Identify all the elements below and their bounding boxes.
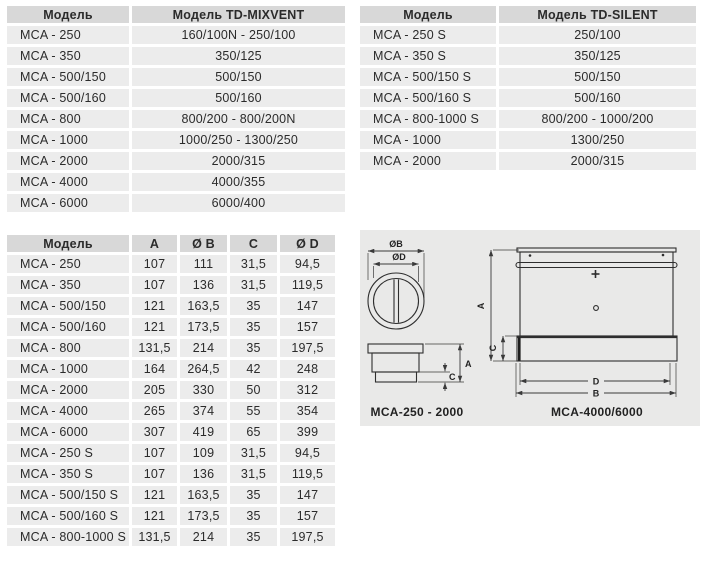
model-cell: MCA - 500/160 S <box>7 507 129 525</box>
caption-round-unit: MCA-250 - 2000 <box>370 405 464 419</box>
side-view-spigot <box>376 372 417 382</box>
dim-d-cell: 147 <box>280 297 335 315</box>
dimension-drawing <box>360 230 700 426</box>
table-row <box>360 152 696 170</box>
dim-a-cell: 205 <box>132 381 177 399</box>
table-mixvent <box>7 6 345 215</box>
dim-a-cell: 107 <box>132 255 177 273</box>
box-bead <box>516 263 677 268</box>
dim-c-cell: 35 <box>230 297 277 315</box>
table-row <box>7 402 336 420</box>
table-row <box>360 110 696 128</box>
table-mixvent-body <box>7 26 345 212</box>
column-header-td-silent: Модель TD-SILENT <box>499 6 696 23</box>
technical-drawing-panel <box>360 230 700 426</box>
dim-c-cell: 31,5 <box>230 465 277 483</box>
drawing-round-unit <box>368 239 472 419</box>
dim-b-cell: 374 <box>180 402 227 420</box>
table-row <box>7 360 336 378</box>
column-header-model: Модель <box>7 235 129 252</box>
value-cell: 500/160 <box>132 89 345 107</box>
column-header-dia-d: Ø D <box>280 235 335 252</box>
side-view-body <box>372 353 419 372</box>
dim-d-cell: 157 <box>280 318 335 336</box>
dim-b-cell: 136 <box>180 276 227 294</box>
dim-label-a: A <box>465 359 472 369</box>
dim-c-cell: 35 <box>230 318 277 336</box>
dim-d-cell: 312 <box>280 381 335 399</box>
table-row <box>360 131 696 149</box>
model-cell: MCA - 350 S <box>360 47 496 65</box>
outer-ring <box>368 273 424 329</box>
dim-b-cell: 214 <box>180 528 227 546</box>
model-cell: MCA - 800 <box>7 110 129 128</box>
value-cell: 6000/400 <box>132 194 345 212</box>
dim-c-cell: 35 <box>230 528 277 546</box>
model-cell: MCA - 500/150 <box>7 297 129 315</box>
table-row <box>7 297 336 315</box>
model-cell: MCA - 500/150 S <box>7 486 129 504</box>
table-row <box>7 507 336 525</box>
dim-b-cell: 419 <box>180 423 227 441</box>
dim-d-cell: 197,5 <box>280 339 335 357</box>
dim-c-cell: 42 <box>230 360 277 378</box>
value-cell: 160/100N - 250/100 <box>132 26 345 44</box>
box-top-flange <box>517 248 676 252</box>
dim-c-cell: 55 <box>230 402 277 420</box>
dim-d-cell: 399 <box>280 423 335 441</box>
table-silent <box>360 6 696 173</box>
table-row <box>7 465 336 483</box>
model-cell: MCA - 800-1000 S <box>360 110 496 128</box>
dim-c-cell: 35 <box>230 486 277 504</box>
table-row <box>7 255 336 273</box>
table-row <box>7 276 336 294</box>
model-cell: MCA - 500/160 <box>7 89 129 107</box>
value-cell: 250/100 <box>499 26 696 44</box>
table-row <box>360 68 696 86</box>
table-row <box>7 339 336 357</box>
value-cell: 2000/315 <box>499 152 696 170</box>
dim-c-cell: 35 <box>230 339 277 357</box>
value-cell: 350/125 <box>132 47 345 65</box>
inner-ring <box>374 279 419 324</box>
lower-section-edge <box>518 338 521 361</box>
dim-label-c: C <box>488 344 498 352</box>
dim-b-cell: 264,5 <box>180 360 227 378</box>
dim-a-cell: 107 <box>132 276 177 294</box>
model-cell: MCA - 350 <box>7 47 129 65</box>
drawing-box-unit <box>476 248 677 419</box>
dim-a-cell: 121 <box>132 318 177 336</box>
model-cell: MCA - 500/160 S <box>360 89 496 107</box>
dim-d-cell: 354 <box>280 402 335 420</box>
model-cell: MCA - 250 <box>7 26 129 44</box>
dim-c-cell: 35 <box>230 507 277 525</box>
dim-b-cell: 163,5 <box>180 486 227 504</box>
dim-a-cell: 265 <box>132 402 177 420</box>
model-cell: MCA - 800-1000 S <box>7 528 129 546</box>
model-cell: MCA - 1000 <box>360 131 496 149</box>
table-row <box>7 318 336 336</box>
model-cell: MCA - 250 S <box>360 26 496 44</box>
value-cell: 500/150 <box>499 68 696 86</box>
dim-d-cell: 157 <box>280 507 335 525</box>
dim-d-cell: 119,5 <box>280 276 335 294</box>
dim-a-cell: 131,5 <box>132 528 177 546</box>
table-row <box>7 152 345 170</box>
column-header-model: Модель <box>360 6 496 23</box>
dim-b-cell: 330 <box>180 381 227 399</box>
model-cell: MCA - 4000 <box>7 402 129 420</box>
table-row <box>7 381 336 399</box>
dim-d-cell: 94,5 <box>280 255 335 273</box>
dim-d-cell: 119,5 <box>280 465 335 483</box>
value-cell: 500/160 <box>499 89 696 107</box>
rivet-left <box>529 254 532 257</box>
dim-c-cell: 65 <box>230 423 277 441</box>
table-row <box>360 89 696 107</box>
value-cell: 1300/250 <box>499 131 696 149</box>
value-cell: 800/200 - 1000/200 <box>499 110 696 128</box>
dim-label-dia-b: ØB <box>389 239 403 249</box>
dim-a-cell: 164 <box>132 360 177 378</box>
value-cell: 4000/355 <box>132 173 345 191</box>
table-row <box>7 131 345 149</box>
dim-b-cell: 214 <box>180 339 227 357</box>
box-lower-section <box>517 336 677 361</box>
dim-d-cell: 197,5 <box>280 528 335 546</box>
dim-c-cell: 31,5 <box>230 444 277 462</box>
table-row <box>7 444 336 462</box>
table-row <box>360 47 696 65</box>
model-cell: MCA - 350 S <box>7 465 129 483</box>
model-cell: MCA - 1000 <box>7 360 129 378</box>
screw-marker <box>592 270 600 278</box>
dim-a-cell: 121 <box>132 507 177 525</box>
dim-b-cell: 173,5 <box>180 318 227 336</box>
model-cell: MCA - 2000 <box>7 381 129 399</box>
table-row <box>7 26 345 44</box>
model-cell: MCA - 250 S <box>7 444 129 462</box>
value-cell: 350/125 <box>499 47 696 65</box>
value-cell: 500/150 <box>132 68 345 86</box>
dim-label-b: B <box>592 388 600 399</box>
dim-label-dia-d: ØD <box>392 252 406 262</box>
model-cell: MCA - 500/150 S <box>360 68 496 86</box>
column-header-dia-b: Ø B <box>180 235 227 252</box>
dim-c-cell: 31,5 <box>230 255 277 273</box>
caption-box-unit: MCA-4000/6000 <box>551 405 643 419</box>
table-dimensions-body <box>7 255 336 546</box>
model-cell: MCA - 350 <box>7 276 129 294</box>
dim-c-cell: 50 <box>230 381 277 399</box>
table-row <box>360 26 696 44</box>
dim-b-cell: 163,5 <box>180 297 227 315</box>
model-cell: MCA - 2000 <box>7 152 129 170</box>
dim-label-d: D <box>592 376 600 387</box>
dim-a-cell: 131,5 <box>132 339 177 357</box>
table-dimensions-header-row <box>7 235 336 252</box>
table-silent-header-row <box>360 6 696 23</box>
model-cell: MCA - 2000 <box>360 152 496 170</box>
dim-a-cell: 121 <box>132 297 177 315</box>
model-cell: MCA - 500/160 <box>7 318 129 336</box>
table-mixvent-header-row <box>7 6 345 23</box>
dim-d-cell: 94,5 <box>280 444 335 462</box>
box-body <box>520 252 673 336</box>
hole-marker <box>594 306 599 311</box>
dim-a-cell: 121 <box>132 486 177 504</box>
column-header-td-mixvent: Модель TD-MIXVENT <box>132 6 345 23</box>
table-row <box>7 423 336 441</box>
model-cell: MCA - 4000 <box>7 173 129 191</box>
value-cell: 2000/315 <box>132 152 345 170</box>
table-silent-body <box>360 26 696 170</box>
table-row <box>7 194 345 212</box>
rivet-right <box>662 254 665 257</box>
value-cell: 800/200 - 800/200N <box>132 110 345 128</box>
table-row <box>7 528 336 546</box>
dim-a-cell: 107 <box>132 444 177 462</box>
table-row <box>7 89 345 107</box>
model-cell: MCA - 6000 <box>7 194 129 212</box>
column-header-c: C <box>230 235 277 252</box>
model-cell: MCA - 1000 <box>7 131 129 149</box>
table-row <box>7 47 345 65</box>
dim-b-cell: 136 <box>180 465 227 483</box>
dim-a-cell: 307 <box>132 423 177 441</box>
dim-c-cell: 31,5 <box>230 276 277 294</box>
dim-b-cell: 111 <box>180 255 227 273</box>
dim-d-cell: 147 <box>280 486 335 504</box>
model-cell: MCA - 500/150 <box>7 68 129 86</box>
dim-b-cell: 173,5 <box>180 507 227 525</box>
dim-label-c: C <box>449 372 456 382</box>
table-dimensions <box>7 235 336 549</box>
dim-b-cell: 109 <box>180 444 227 462</box>
column-header-a: A <box>132 235 177 252</box>
dim-d-cell: 248 <box>280 360 335 378</box>
model-cell: MCA - 250 <box>7 255 129 273</box>
table-row <box>7 486 336 504</box>
table-row <box>7 68 345 86</box>
side-view-flange <box>368 344 423 353</box>
value-cell: 1000/250 - 1300/250 <box>132 131 345 149</box>
dim-label-a: A <box>476 302 486 310</box>
dim-a-cell: 107 <box>132 465 177 483</box>
model-cell: MCA - 800 <box>7 339 129 357</box>
column-header-model: Модель <box>7 6 129 23</box>
table-row <box>7 173 345 191</box>
table-row <box>7 110 345 128</box>
model-cell: MCA - 6000 <box>7 423 129 441</box>
